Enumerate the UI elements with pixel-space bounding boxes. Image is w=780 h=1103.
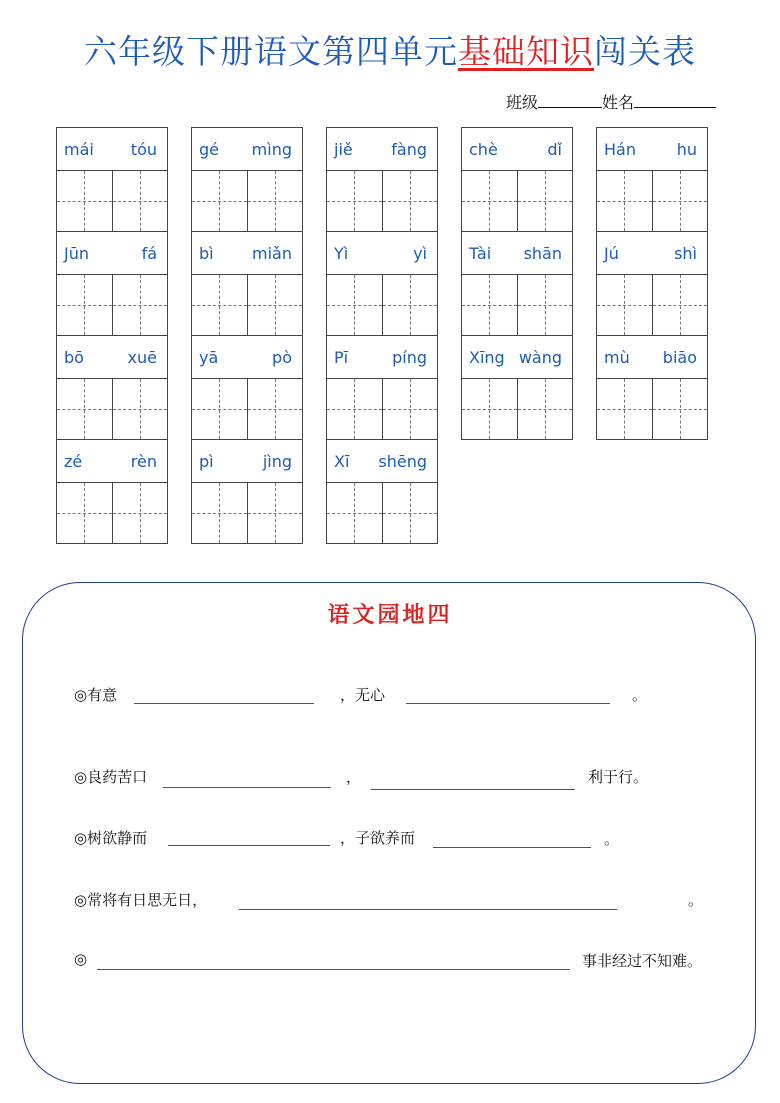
pinyin-syllable: bì	[199, 244, 214, 263]
character-box[interactable]	[192, 483, 247, 543]
character-box[interactable]	[57, 171, 112, 231]
character-box[interactable]	[652, 171, 708, 231]
pinyin-row	[57, 336, 167, 379]
page-title: 六年级下册语文第四单元基础知识闯关表	[84, 32, 696, 71]
pinyin-syllable: Tài	[469, 244, 492, 263]
pinyin-row	[327, 336, 437, 379]
character-box[interactable]	[597, 275, 652, 335]
line3-blank2[interactable]	[433, 847, 591, 848]
class-field[interactable]	[538, 93, 602, 108]
pinyin-syllable: chè	[469, 140, 498, 159]
pinyin-syllable: shān	[523, 244, 562, 263]
word-cell	[57, 336, 167, 440]
word-cell	[192, 232, 302, 336]
student-info	[506, 90, 716, 113]
character-box[interactable]	[247, 171, 303, 231]
character-box[interactable]	[247, 483, 303, 543]
pinyin-row	[192, 128, 302, 171]
writing-grid	[462, 275, 572, 335]
word-cell	[462, 336, 572, 439]
word-cell	[462, 128, 572, 232]
pinyin-syllable: bō	[64, 348, 84, 367]
character-box[interactable]	[597, 379, 652, 439]
writing-grid	[192, 171, 302, 231]
pinyin-syllable: yì	[413, 244, 427, 263]
character-box[interactable]	[517, 379, 573, 439]
line5-end: 事非经过不知难。	[582, 952, 703, 970]
pinyin-syllable: mù	[604, 348, 630, 367]
word-cell	[192, 128, 302, 232]
character-box[interactable]	[462, 275, 517, 335]
word-cell	[57, 440, 167, 543]
character-box[interactable]	[327, 379, 382, 439]
pinyin-column	[596, 127, 708, 440]
pinyin-syllable: wàng	[518, 348, 562, 367]
writing-grid	[327, 379, 437, 439]
word-cell	[597, 232, 707, 336]
character-box[interactable]	[192, 379, 247, 439]
pinyin-row	[327, 128, 437, 171]
pinyin-row	[597, 128, 707, 171]
line1-blank1[interactable]	[134, 703, 314, 704]
pinyin-syllable: hu	[676, 140, 697, 159]
writing-grid	[597, 171, 707, 231]
pinyin-syllable: pì	[199, 452, 214, 471]
writing-grid	[327, 275, 437, 335]
writing-grid	[462, 379, 572, 439]
pinyin-column	[191, 127, 303, 544]
writing-grid	[192, 483, 302, 543]
garden-title: 语文园地四	[327, 602, 453, 628]
word-cell	[327, 336, 437, 440]
line3-prefix: ◎树欲静而	[74, 829, 148, 847]
writing-grid	[192, 379, 302, 439]
line2-blank2[interactable]	[371, 789, 575, 790]
pinyin-syllable: shēng	[378, 452, 427, 471]
writing-grid	[57, 483, 167, 543]
writing-grid	[57, 275, 167, 335]
pinyin-syllable: fàng	[391, 140, 427, 159]
pinyin-row	[57, 440, 167, 483]
writing-grid	[462, 171, 572, 231]
character-box[interactable]	[382, 379, 438, 439]
character-box[interactable]	[192, 275, 247, 335]
pinyin-column	[56, 127, 168, 544]
pinyin-column	[461, 127, 573, 440]
character-box[interactable]	[652, 379, 708, 439]
pinyin-syllable: jìng	[262, 452, 292, 471]
line5-blank[interactable]	[97, 969, 570, 970]
pinyin-syllable: miǎn	[252, 244, 292, 263]
pinyin-row	[57, 128, 167, 171]
pinyin-syllable: xuē	[127, 348, 157, 367]
pinyin-syllable: Xīng	[469, 348, 505, 367]
character-box[interactable]	[112, 275, 168, 335]
word-cell	[327, 232, 437, 336]
line4-prefix: ◎常将有日思无日，	[74, 891, 208, 909]
word-cell	[327, 440, 437, 543]
title-highlight: 基础知识	[458, 32, 594, 71]
pinyin-row	[462, 232, 572, 275]
pinyin-syllable: fá	[141, 244, 157, 263]
pinyin-syllable: biāo	[662, 348, 697, 367]
pinyin-syllable: Pī	[334, 348, 349, 367]
pinyin-syllable: shì	[674, 244, 697, 263]
character-box[interactable]	[462, 379, 517, 439]
writing-grid	[57, 379, 167, 439]
pinyin-row	[327, 440, 437, 483]
pinyin-syllable: Hán	[604, 140, 636, 159]
character-box[interactable]	[192, 171, 247, 231]
pinyin-row	[327, 232, 437, 275]
character-box[interactable]	[517, 275, 573, 335]
line1-prefix: ◎有意	[74, 686, 118, 704]
word-cell	[57, 232, 167, 336]
pinyin-row	[597, 232, 707, 275]
line2-middle: ，	[346, 768, 362, 786]
pinyin-row	[192, 440, 302, 483]
character-box[interactable]	[382, 171, 438, 231]
word-cell	[597, 128, 707, 232]
pinyin-syllable: mìng	[251, 140, 292, 159]
character-box[interactable]	[327, 171, 382, 231]
character-box[interactable]	[382, 483, 438, 543]
pinyin-row	[462, 336, 572, 379]
character-box[interactable]	[57, 275, 112, 335]
character-box[interactable]	[327, 483, 382, 543]
pinyin-syllable: zé	[64, 452, 83, 471]
character-box[interactable]	[247, 275, 303, 335]
class-label: 班级	[506, 93, 539, 112]
pinyin-syllable: dǐ	[547, 140, 562, 159]
character-box[interactable]	[462, 171, 517, 231]
pinyin-syllable: Jūn	[64, 244, 89, 263]
pinyin-row	[192, 232, 302, 275]
character-box[interactable]	[112, 171, 168, 231]
line3-end: 。	[604, 830, 620, 848]
pinyin-row	[462, 128, 572, 171]
pinyin-syllable: yā	[199, 348, 219, 367]
line4-blank[interactable]	[239, 909, 617, 910]
character-box[interactable]	[57, 379, 112, 439]
pinyin-syllable: gé	[199, 140, 219, 159]
line5-prefix: ◎	[74, 950, 88, 968]
pinyin-syllable: mái	[64, 140, 94, 159]
line2-blank1[interactable]	[163, 787, 331, 788]
pinyin-row	[192, 336, 302, 379]
pinyin-syllable: Yì	[334, 244, 349, 263]
pinyin-syllable: tóu	[130, 140, 157, 159]
word-cell	[462, 232, 572, 336]
pinyin-row	[597, 336, 707, 379]
character-box[interactable]	[247, 379, 303, 439]
name-label: 姓名	[602, 93, 635, 112]
character-box[interactable]	[597, 171, 652, 231]
character-box[interactable]	[112, 379, 168, 439]
word-cell	[57, 128, 167, 232]
pinyin-column	[326, 127, 438, 544]
pinyin-syllable: jiě	[334, 140, 353, 159]
writing-grid	[597, 379, 707, 439]
character-box[interactable]	[517, 171, 573, 231]
line4-end: 。	[688, 891, 704, 909]
line2-prefix: ◎良药苦口	[74, 768, 148, 786]
line2-end: 利于行。	[588, 768, 649, 786]
writing-grid	[327, 483, 437, 543]
pinyin-row	[57, 232, 167, 275]
character-box[interactable]	[112, 483, 168, 543]
writing-grid	[192, 275, 302, 335]
pinyin-syllable: Jú	[604, 244, 619, 263]
word-cell	[327, 128, 437, 232]
line1-middle: ，无心	[340, 686, 386, 704]
pinyin-syllable: rèn	[130, 452, 157, 471]
pinyin-syllable: píng	[392, 348, 427, 367]
pinyin-syllable: Xī	[334, 452, 350, 471]
character-box[interactable]	[57, 483, 112, 543]
writing-grid	[597, 275, 707, 335]
line3-middle: ，子欲养而	[340, 829, 416, 847]
name-field[interactable]	[634, 93, 716, 108]
character-box[interactable]	[652, 275, 708, 335]
writing-grid	[57, 171, 167, 231]
word-cell	[192, 440, 302, 543]
character-box[interactable]	[382, 275, 438, 335]
writing-grid	[327, 171, 437, 231]
line3-blank1[interactable]	[168, 845, 330, 846]
word-cell	[597, 336, 707, 439]
line1-end: 。	[632, 686, 648, 704]
character-box[interactable]	[327, 275, 382, 335]
line1-blank2[interactable]	[406, 703, 610, 704]
pinyin-syllable: pò	[272, 348, 292, 367]
word-cell	[192, 336, 302, 440]
